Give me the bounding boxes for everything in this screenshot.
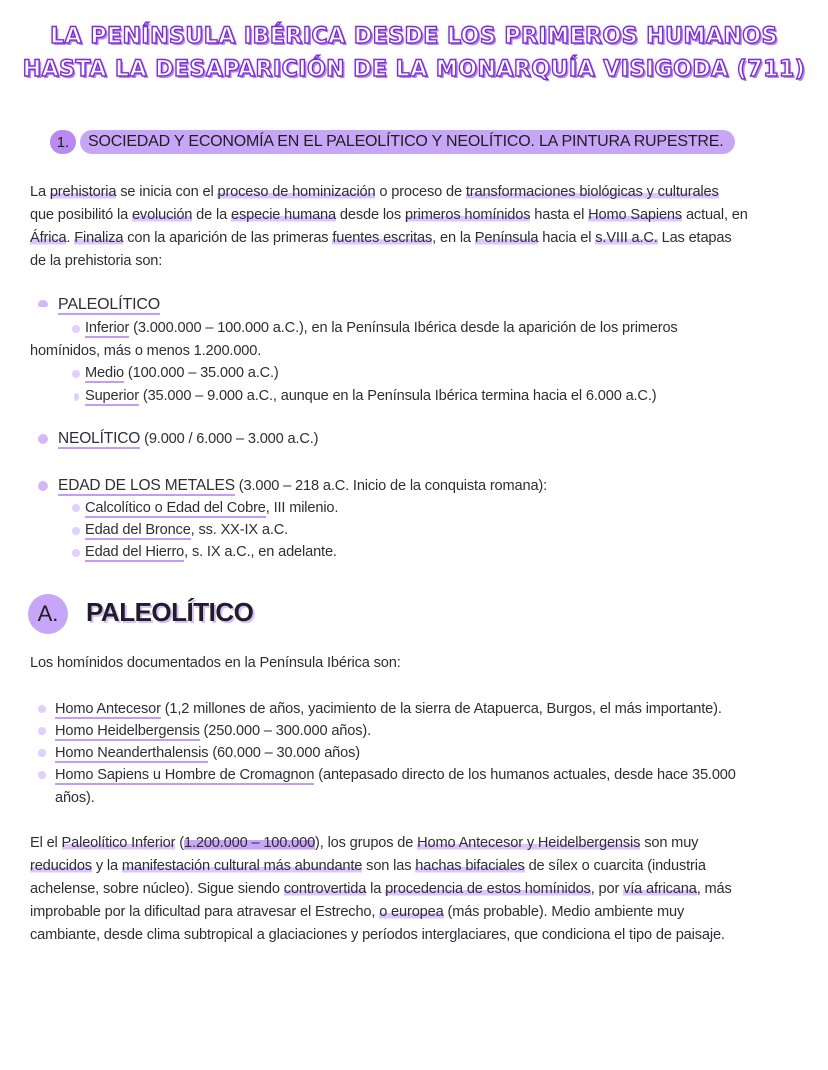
hominid-text: (250.000 – 300.000 años).	[199, 723, 372, 739]
text-run: actual, en	[682, 207, 748, 223]
bullet-icon	[38, 705, 46, 713]
highlight-s-viii: s.VIII a.C.	[595, 230, 658, 246]
text-run: .	[66, 230, 75, 246]
stage-neolitico-text: (9.000 / 6.000 – 3.000 a.C.)	[140, 431, 319, 447]
highlight-especie-humana: especie humana	[231, 207, 336, 223]
section-1-title: SOCIEDAD Y ECONOMÍA EN EL PALEOLÍTICO Y NEOLÍTICO. LA PINTURA RUPESTRE.	[80, 130, 735, 154]
stage-metales	[58, 475, 547, 498]
bullet-icon	[38, 727, 46, 735]
text-run: de sílex o cuarcita (industria	[524, 858, 706, 874]
highlight-dates: 1.200.000 – 100.000	[183, 835, 316, 851]
inferior-label: Inferior	[85, 320, 130, 336]
document-title-line-2: HASTA LA DESAPARICIÓN DE LA MONARQUÍA VISIGODA (711)	[22, 57, 806, 82]
bullet-icon	[72, 549, 80, 557]
highlight-via-africana: vía africana	[623, 881, 697, 897]
text-run: achelense, sobre núcleo). Sigue siendo	[30, 881, 284, 897]
metales-item	[85, 519, 288, 542]
para-line-4	[30, 901, 684, 924]
text-run: o proceso de	[375, 184, 466, 200]
hominid-item	[55, 720, 371, 743]
bullet-icon	[74, 393, 79, 401]
bullet-icon	[38, 300, 48, 307]
text-run: de la	[192, 207, 231, 223]
text-run: , más	[696, 881, 732, 897]
para-line-2	[30, 855, 706, 878]
stage-neolitico	[58, 428, 318, 451]
metales-item-label: Edad del Bronce	[85, 522, 191, 538]
hominid-text: (60.000 – 30.000 años)	[208, 745, 360, 761]
section-1-header	[50, 129, 735, 155]
bullet-icon	[38, 749, 46, 757]
highlight-transformaciones: transformaciones biológicas y culturales	[465, 184, 719, 200]
para-line-3	[30, 878, 732, 901]
text-run: El el	[30, 835, 62, 851]
highlight-prehistoria: prehistoria	[49, 184, 117, 200]
hominid-label: Homo Antecesor	[55, 701, 161, 717]
document-title-line-1: LA PENÍNSULA IBÉRICA DESDE LOS PRIMEROS HUMANOS	[50, 24, 778, 49]
paleolitico-inferior-cont: homínidos, más o menos 1.200.000.	[30, 343, 262, 359]
hominid-item	[55, 742, 360, 765]
text-run: que posibilitó la	[30, 207, 132, 223]
text-run: con la aparición de las primeras	[123, 230, 333, 246]
highlight-europea: o europea	[379, 904, 444, 920]
paleolitico-superior	[85, 385, 656, 408]
bullet-icon	[72, 370, 80, 378]
medio-label: Medio	[85, 365, 124, 381]
intro-line-4: de la prehistoria son:	[30, 253, 163, 269]
highlight-africa: África	[30, 230, 67, 246]
highlight-reducidos: reducidos	[30, 858, 92, 874]
highlight-primeros-hominidos: primeros homínidos	[404, 207, 531, 223]
stage-paleolitico-label: PALEOLÍTICO	[58, 296, 161, 313]
highlight-controvertida: controvertida	[283, 881, 367, 897]
text-run: se inicia con el	[116, 184, 218, 200]
metales-item-label: Edad del Hierro	[85, 544, 185, 560]
text-run: la	[366, 881, 386, 897]
text-run: desde los	[336, 207, 405, 223]
stage-metales-label: EDAD DE LOS METALES	[58, 477, 235, 494]
medio-text: (100.000 – 35.000 a.C.)	[124, 365, 279, 381]
hominid-label: Homo Heidelbergensis	[55, 723, 200, 739]
text-run: ), los grupos de	[315, 835, 418, 851]
intro-line-2	[30, 204, 748, 227]
intro-line-3	[30, 227, 732, 250]
highlight-hominizacion: proceso de hominización	[217, 184, 376, 200]
inferior-text: (3.000.000 – 100.000 a.C.), en la Península Ibérica desde la aparición de los primeros	[129, 320, 678, 336]
metales-item-text: , III milenio.	[265, 500, 339, 516]
highlight-homo-antecesor: Homo Antecesor y Heidelbergensis	[417, 835, 641, 851]
hominid-item	[55, 764, 736, 787]
para-line-1	[30, 832, 698, 855]
bullet-icon	[72, 504, 80, 512]
hominid-item	[55, 698, 722, 721]
highlight-paleolitico-inferior: Paleolítico Inferior	[61, 835, 176, 851]
text-run: son las	[362, 858, 416, 874]
text-run: y la	[91, 858, 122, 874]
text-run: hacia el	[538, 230, 596, 246]
hominid-text: (1,2 millones de años, yacimiento de la sierra de Atapuerca, Burgos, el más importante).	[160, 701, 722, 717]
text-run: , por	[590, 881, 624, 897]
metales-item	[85, 497, 338, 520]
section-a-letter: A.	[28, 594, 68, 634]
text-run: son muy	[640, 835, 699, 851]
stage-metales-text: (3.000 – 218 a.C. Inicio de la conquista romana):	[234, 478, 548, 494]
text-run: (más probable). Medio ambiente muy	[443, 904, 685, 920]
bullet-icon	[38, 434, 48, 444]
highlight-evolucion: evolución	[131, 207, 193, 223]
bullet-icon	[38, 481, 48, 491]
hominid-text: (antepasado directo de los humanos actuales, desde hace 35.000	[314, 767, 736, 783]
section-a-intro: Los homínidos documentados en la Península Ibérica son:	[30, 655, 401, 671]
bullet-icon	[38, 771, 46, 779]
intro-line-1	[30, 181, 719, 204]
highlight-hachas: hachas bifaciales	[415, 858, 525, 874]
hominid-label: Homo Sapiens u Hombre de Cromagnon	[55, 767, 315, 783]
para-line-5: cambiante, desde clima subtropical a glaciaciones y períodos interglaciares, que condiciona el tipo de paisaje.	[30, 927, 725, 943]
text-run: , en la	[432, 230, 475, 246]
text-run: improbable por la dificultad para atravesar el Estrecho,	[30, 904, 380, 920]
bullet-icon	[72, 325, 80, 333]
bullet-icon	[72, 527, 80, 535]
highlight-peninsula: Península	[474, 230, 539, 246]
highlight-fuentes-escritas: fuentes escritas	[332, 230, 433, 246]
section-1-number: 1.	[50, 130, 76, 154]
metales-item-label: Calcolítico o Edad del Cobre	[85, 500, 266, 516]
paleolitico-inferior	[85, 317, 678, 340]
highlight-homo-sapiens: Homo Sapiens	[588, 207, 683, 223]
text-run: Las etapas	[657, 230, 732, 246]
highlight-procedencia: procedencia de estos homínidos	[385, 881, 591, 897]
metales-item	[85, 541, 337, 564]
hominid-item-cont: años).	[55, 790, 95, 806]
section-a-title: PALEOLÍTICO	[86, 597, 254, 627]
highlight-manifestacion: manifestación cultural más abundante	[121, 858, 363, 874]
metales-item-text: , ss. XX-IX a.C.	[190, 522, 289, 538]
text-run: La	[30, 184, 50, 200]
text-run: (	[175, 835, 184, 851]
text-run: hasta el	[530, 207, 589, 223]
superior-text: (35.000 – 9.000 a.C., aunque en la Península Ibérica termina hacia el 6.000 a.C.)	[138, 388, 657, 404]
highlight-finaliza: Finaliza	[74, 230, 124, 246]
superior-label: Superior	[85, 388, 139, 404]
metales-item-text: , s. IX a.C., en adelante.	[184, 544, 337, 560]
stage-neolitico-label: NEOLÍTICO	[58, 430, 141, 447]
hominid-label: Homo Neanderthalensis	[55, 745, 209, 761]
stage-paleolitico	[58, 294, 160, 317]
paleolitico-medio	[85, 362, 279, 385]
